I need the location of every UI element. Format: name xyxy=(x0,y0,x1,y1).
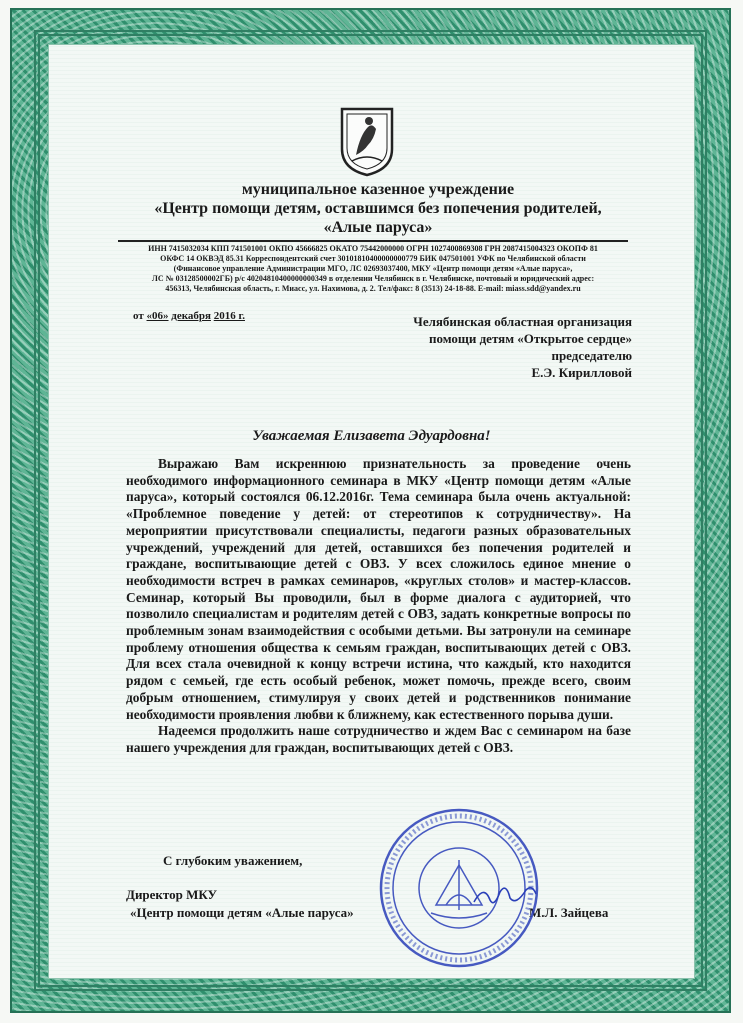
coat-of-arms-icon xyxy=(338,105,396,177)
body-paragraph: Выражаю Вам искреннюю признательность за проведение очень необходимого информационного семинара в МКУ «Центр помощи детям «Алые паруса», который состоялся 06.12.2016г. Тема семинара была очень актуальной: «Проблемное поведение у детей: от стереотипов к сотрудничеству». На мероприятии присутствовали специалисты, педагоги разных образовательных учреждений, учреждений для детей, оставшихся без попечения родителей и граждане, воспитывающие детей с ОВЗ. У всех сложилось единое мнение о необходимости встреч в рамках семинаров, «круглых столов» и мастер-классов. Семинар, который Вы проводили, был в форме диалога с аудиторией, что позволило специалистам и родителям детей с ОВЗ, задать конкретные вопросы по проблемным зонам взаимодействия с особыми детьми. Вы затронули на семинаре проблему отношения общества к семьям граждан, воспитывающих детей с ОВЗ. Для всех стала очевидной к концу встречи истина, что каждый, кто находится рядом с семьей, где есть особый ребенок, может помочь, прежде всего, своим добрым отношением, стимулируя у своих детей и родственников понимание необходимости проявления любви к ближнему, как естественного порыва души. xyxy=(126,456,631,722)
body-paragraph: Надеемся продолжить наше сотрудничество и ждем Вас с семинаром на базе нашего учреждения для граждан, воспитывающих детей с ОВЗ. xyxy=(126,723,631,755)
date-month: декабря xyxy=(171,310,211,322)
addressee-line: помощи детям «Открытое сердце» xyxy=(428,331,632,346)
closing-phrase: С глубоким уважением, xyxy=(163,853,303,868)
addressee-line: председателю xyxy=(551,348,632,363)
requisites-line: ИНН 7415032034 КПП 741501001 ОКПО 45666825 ОКАТО 75442000000 ОГРН 1027400869308 ГРН 2087415004323 ОКОПФ 81 xyxy=(148,244,598,253)
organization-header xyxy=(98,180,658,237)
greeting: Уважаемая Елизавета Эдуардовна! xyxy=(252,428,491,444)
date-year: 2016 г. xyxy=(213,310,245,322)
org-type: муниципальное казенное учреждение xyxy=(241,181,515,198)
requisites-block xyxy=(118,244,628,294)
signer-title-line1: Директор МКУ xyxy=(126,887,218,902)
signer-title-line2: «Центр помощи детям «Алые паруса» xyxy=(130,905,354,920)
addressee-block xyxy=(340,313,632,381)
handwritten-signature-icon xyxy=(470,880,540,910)
date-day: «06» xyxy=(146,310,169,322)
signer-name: М.Л. Зайцева xyxy=(529,905,609,920)
requisites-line: ЛС № 03128500002ГБ) р/с 40204810400000000349 в отделении Челябинск в г. Челябинске, почтовый и юридический адрес: xyxy=(151,274,595,283)
letter-date xyxy=(133,310,245,322)
org-name-line2: «Алые паруса» xyxy=(323,219,433,236)
letter-body xyxy=(126,456,631,757)
requisites-line: ОКФС 14 ОКВЭД 85.31 Корреспондентский счет 30101810400000000779 БИК 047501001 УФК по Челябинской области xyxy=(160,254,586,263)
date-prefix: от xyxy=(133,310,144,322)
requisites-line: 456313, Челябинская область, г. Миасс, ул. Нахимова, д. 2. Тел/факс: 8 (3513) 24-18-88. E-mail: miass.sdd@yandex.ru xyxy=(165,284,581,293)
org-name-line1: «Центр помощи детям, оставшимся без попечения родителей, xyxy=(154,200,602,217)
header-divider xyxy=(118,240,628,242)
addressee-line: Е.Э. Кирилловой xyxy=(531,365,632,380)
requisites-line: (Финансовое управление Администрации МГО, ЛС 02693037400, МКУ «Центр помощи детям «Алые паруса», xyxy=(173,264,573,273)
addressee-line: Челябинская областная организация xyxy=(413,314,632,329)
